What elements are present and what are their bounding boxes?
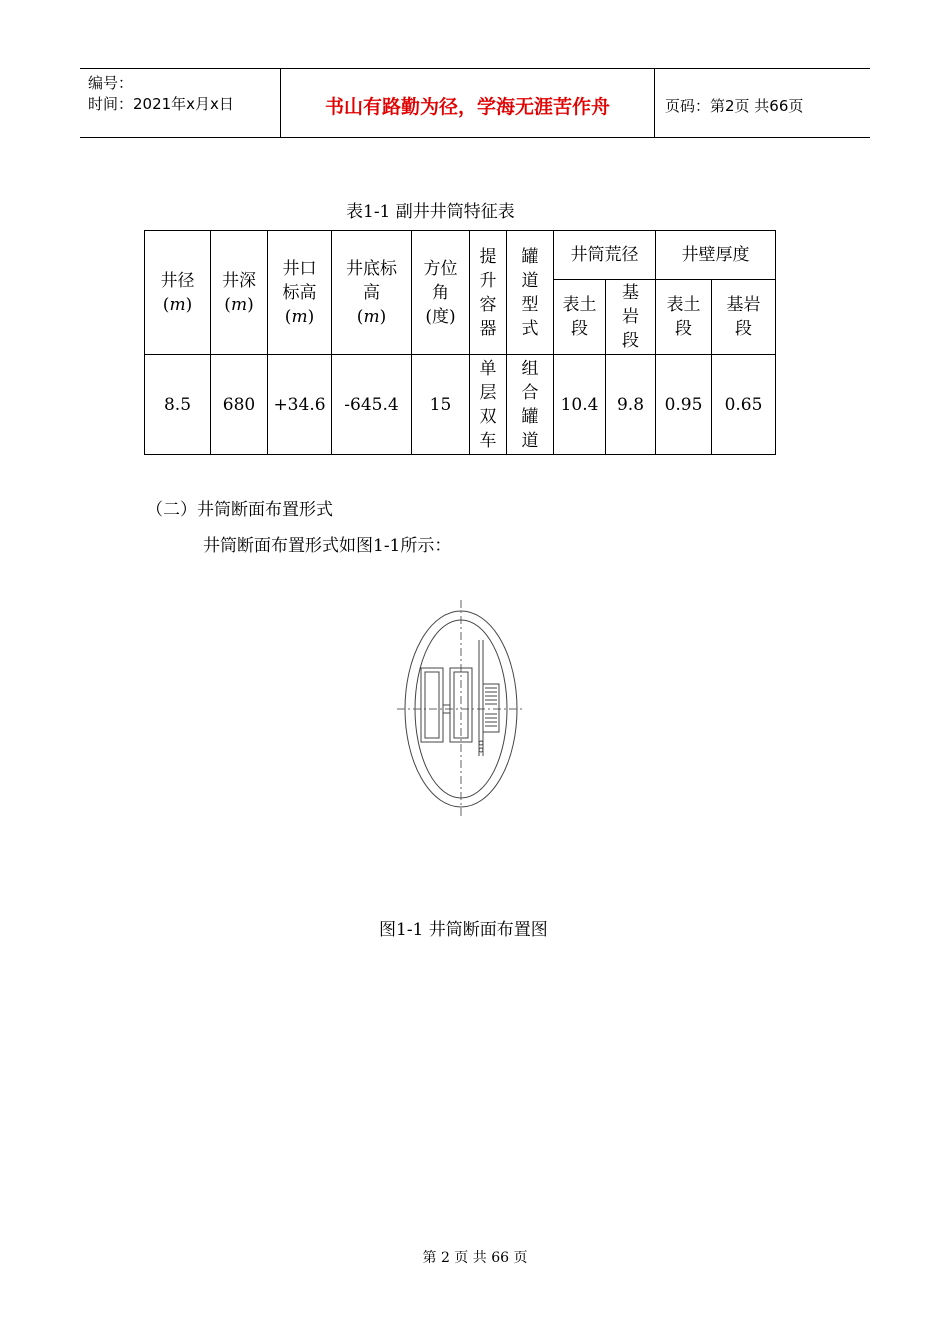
cell-diameter: 8.5 [145,355,211,455]
header-conveyance: 提 升 容 器 [470,231,507,355]
header-wall-thickness: 井壁厚度 [656,231,776,280]
header-diameter: 井径 (m) [145,231,211,355]
header-number: 编号： [88,74,134,92]
cell-azimuth: 15 [412,355,470,455]
cell-collar-elevation: +34.6 [268,355,332,455]
page-footer: 第 2 页 共 66 页 [422,1250,528,1266]
header-depth: 井深 (m) [211,231,268,355]
header-time: 时间：2021年x月x日 [88,95,234,113]
header-wall-rock: 基岩 段 [712,280,776,355]
cell-guide-type: 组 合 罐 道 [507,355,554,455]
cell-depth: 680 [211,355,268,455]
table-caption: 表1-1 副井井筒特征表 [346,202,515,222]
shaft-section-drawing [395,598,527,820]
shaft-spec-table [144,230,776,455]
section-text: 井筒断面布置形式如图1-1所示： [203,536,452,556]
header-meta [88,73,234,115]
cell-rough-soil: 10.4 [554,355,606,455]
header-azimuth: 方位 角 (度) [412,231,470,355]
header-divider [654,69,655,137]
header-rough-rock: 基 岩 段 [606,280,656,355]
cell-wall-soil: 0.95 [656,355,712,455]
header-rough-soil: 表土 段 [554,280,606,355]
page-header [80,68,870,138]
cell-conveyance: 单 层 双 车 [470,355,507,455]
header-guide-type: 罐 道 型 式 [507,231,554,355]
header-bottom-elevation: 井底标 高 (m) [332,231,412,355]
section-heading: （二）井筒断面布置形式 [146,500,333,520]
cell-bottom-elevation: -645.4 [332,355,412,455]
figure-caption: 图1-1 井筒断面布置图 [379,920,548,940]
header-wall-soil: 表土 段 [656,280,712,355]
cell-wall-rock: 0.65 [712,355,776,455]
shaft-section-figure [395,598,527,820]
header-motto: 书山有路勤为径，学海无涯苦作舟 [324,96,610,118]
header-page-info: 页码：第2页 共66页 [665,97,804,115]
header-collar-elevation: 井口 标高 (m) [268,231,332,355]
header-rough-diameter: 井筒荒径 [554,231,656,280]
cell-rough-rock: 9.8 [606,355,656,455]
